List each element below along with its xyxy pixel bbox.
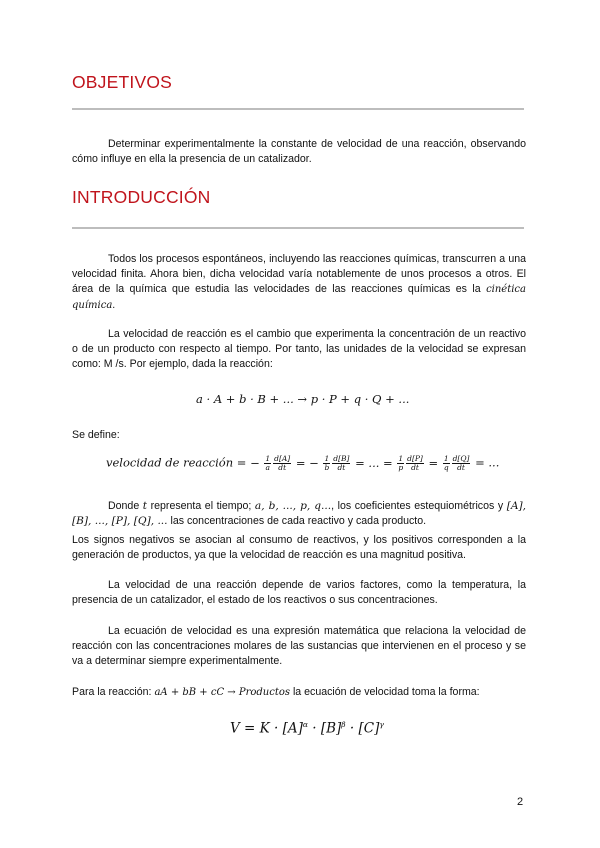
rate-definition-equation <box>106 455 499 472</box>
objetivos-paragraph: Determinar experimentalmente la constante de velocidad de una reacción, observando cómo influye en ella la presencia de un catalizador. <box>72 138 526 166</box>
donde-paragraph: Donde t representa el tiempo; a, b, ..., p, q..., los coeficientes estequiométricos y [A], [B], ..., [P], [Q], ... las concentraciones de cada reactivo y cada producto. <box>72 500 527 528</box>
section-title-objetivos: OBJETIVOS <box>72 72 173 92</box>
intro-paragraph-1 <box>72 252 526 313</box>
intro-p1-text: Todos los procesos espontáneos, incluyendo las reacciones químicas, transcurren a una velocidad finita. Ahora bien, dicha velocidad varía notablemente de unos procesos a otros. El área de la química que estudia las velocidades de las reacciones químicas es la <box>72 253 526 296</box>
rate-term: = ... = $\frac{1}{p}$ $\frac{d[P]}{dt}$ <box>355 454 423 472</box>
para-la-reaccion-line: Para la reacción: aA + bB + cC → Productos la ecuación de velocidad toma la forma: <box>72 686 480 698</box>
rate-label: velocidad de reacción = <box>106 455 247 470</box>
signos-paragraph: Los signos negativos se asocian al consumo de reactivos, y los positivos corresponden a la generación de productos, ya que la velocidad de reacción es una magnitud positiva. <box>72 534 526 562</box>
term-cinetica-quimica: cinética química <box>72 284 526 311</box>
page-number: 2 <box>517 796 524 808</box>
reaction-products-equation: aA + bB + cC → Productos <box>154 687 290 698</box>
intro-paragraph-4: La velocidad de una reacción depende de varios factores, como la temperatura, la presencia de un catalizador, el estado de los reactivos o sus concentraciones. <box>72 579 526 607</box>
section-divider <box>72 227 524 229</box>
rate-term: = − $\frac{1}{b}$ $\frac{d[B]}{dt}$ <box>295 454 350 472</box>
rate-term: − $\frac{1}{a}$ $\frac{d[A]}{dt}$ <box>250 454 291 472</box>
coefficients-list: a, b, ..., p, q... <box>254 500 332 512</box>
section-divider <box>72 108 524 110</box>
intro-paragraph-2: La velocidad de reacción es el cambio que experimenta la concentración de un reactivo o de un producto con respecto al tiempo. Por tanto, las unidades de la velocidad se expresan como: M /s. Por ejemplo, dada la reacción: <box>72 328 526 371</box>
rate-term: = $\frac{1}{q}$ $\frac{d[Q]}{dt}$ <box>428 454 470 472</box>
intro-paragraph-5: La ecuación de velocidad es una expresión matemática que relaciona la velocidad de reacción con las concentraciones molares de las sustancias que intervienen en el proceso y se va a determinar siempre experimentalmente. <box>72 625 526 668</box>
reaction-equation: a · A + b · B + ... → p · P + q · Q + ... <box>196 392 410 406</box>
rate-law-equation: $V = K \cdot [A]^\alpha \cdot [B]^\beta \cdot [C]^\gamma$ <box>230 720 384 737</box>
concentrations-list: [A], [B], ..., [P], [Q], ... <box>72 500 527 528</box>
section-title-introduccion: INTRODUCCIÓN <box>72 187 211 207</box>
se-define-label: Se define: <box>72 429 120 441</box>
var-t: t <box>142 500 148 512</box>
intro-p1-end: . <box>112 298 116 311</box>
rate-tail: = ... <box>475 455 500 470</box>
